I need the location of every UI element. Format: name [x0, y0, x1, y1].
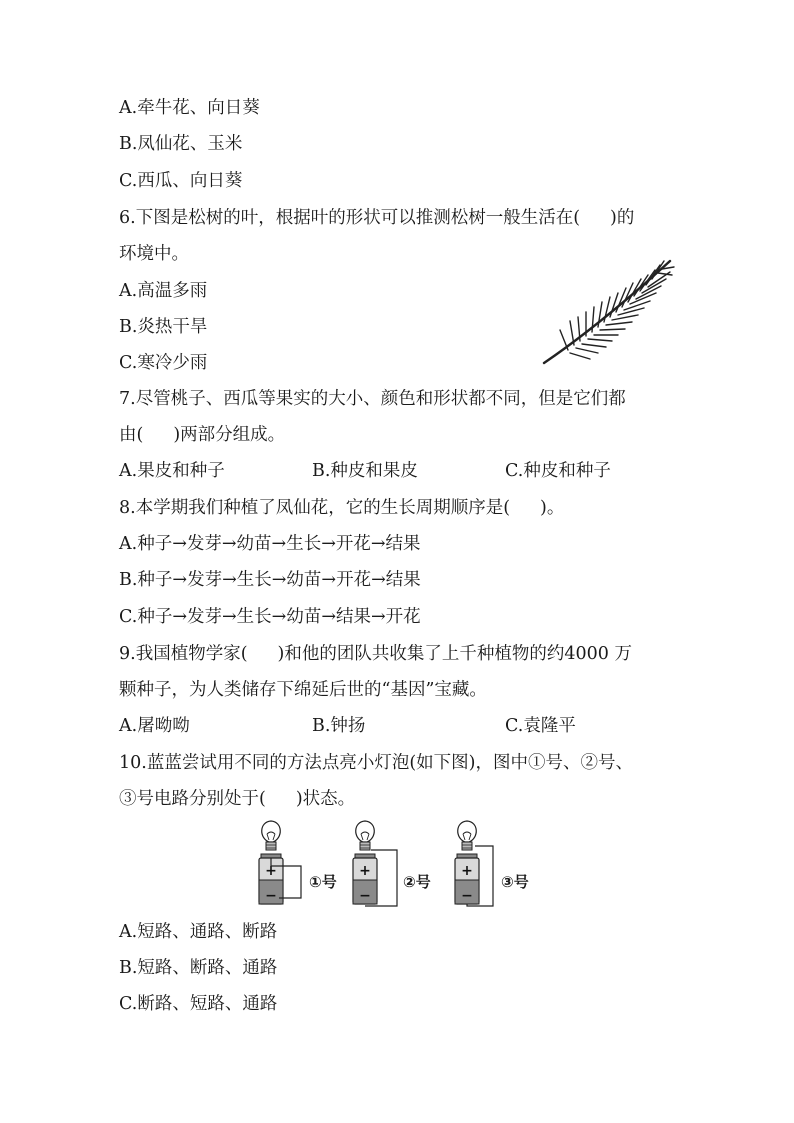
question-8-stem: 8.本学期我们种植了凤仙花，它的生长周期顺序是( )。 [119, 498, 565, 518]
question-8-option-a: A.种子→发芽→幼苗→生长→开花→结果 [119, 534, 421, 554]
question-7-option-a: A.果皮和种子 [119, 461, 225, 481]
question-9-option-c: C.袁隆平 [505, 716, 576, 736]
question-7-option-c: C.种皮和种子 [505, 461, 611, 481]
question-10-stem: 10.蓝蓝尝试用不同的方法点亮小灯泡(如下图)，图中①号、②号、 [119, 753, 633, 773]
question-6-option-c: C.寒冷少雨 [119, 353, 208, 373]
option-c: C.西瓜、向日葵 [119, 171, 243, 191]
question-6-option-b: B.炎热干旱 [119, 317, 208, 337]
question-10-option-a: A.短路、通路、断路 [119, 922, 278, 942]
circuit-label-2: ②号 [403, 873, 431, 891]
circuit-label-1: ①号 [309, 873, 337, 891]
question-10-stem-cont: ③号电路分别处于( )状态。 [119, 789, 356, 809]
circuit-2 [353, 821, 397, 906]
pine-branch-icon [540, 255, 675, 367]
question-9-stem: 9.我国植物学家( )和他的团队共收集了上千种植物的约4000 万 [119, 644, 632, 664]
question-9-option-b: B.钟扬 [312, 716, 366, 736]
circuit-1 [259, 821, 301, 904]
question-7-option-b: B.种皮和果皮 [312, 461, 418, 481]
question-8-option-b: B.种子→发芽→生长→幼苗→开花→结果 [119, 570, 421, 590]
question-6-option-a: A.高温多雨 [119, 281, 208, 301]
question-8-option-c: C.种子→发芽→生长→幼苗→结果→开花 [119, 607, 421, 627]
question-10-option-c: C.断路、短路、通路 [119, 994, 278, 1014]
question-9-stem-cont: 颗种子，为人类储存下绵延后世的“基因”宝藏。 [119, 680, 487, 700]
question-6-stem: 6.下图是松树的叶，根据叶的形状可以推测松树一般生活在( )的 [119, 208, 635, 228]
question-7-stem-cont: 由( )两部分组成。 [119, 425, 286, 445]
question-9-option-a: A.屠呦呦 [119, 716, 190, 736]
circuit-3 [455, 821, 493, 906]
question-6-stem-cont: 环境中。 [119, 244, 189, 264]
circuit-figure [255, 820, 545, 912]
question-7-stem: 7.尽管桃子、西瓜等果实的大小、颜色和形状都不同，但是它们都 [119, 389, 626, 409]
question-10-option-b: B.短路、断路、通路 [119, 958, 278, 978]
circuit-label-3: ③号 [501, 873, 529, 891]
option-b: B.凤仙花、玉米 [119, 134, 243, 154]
option-a: A.牵牛花、向日葵 [119, 98, 260, 118]
